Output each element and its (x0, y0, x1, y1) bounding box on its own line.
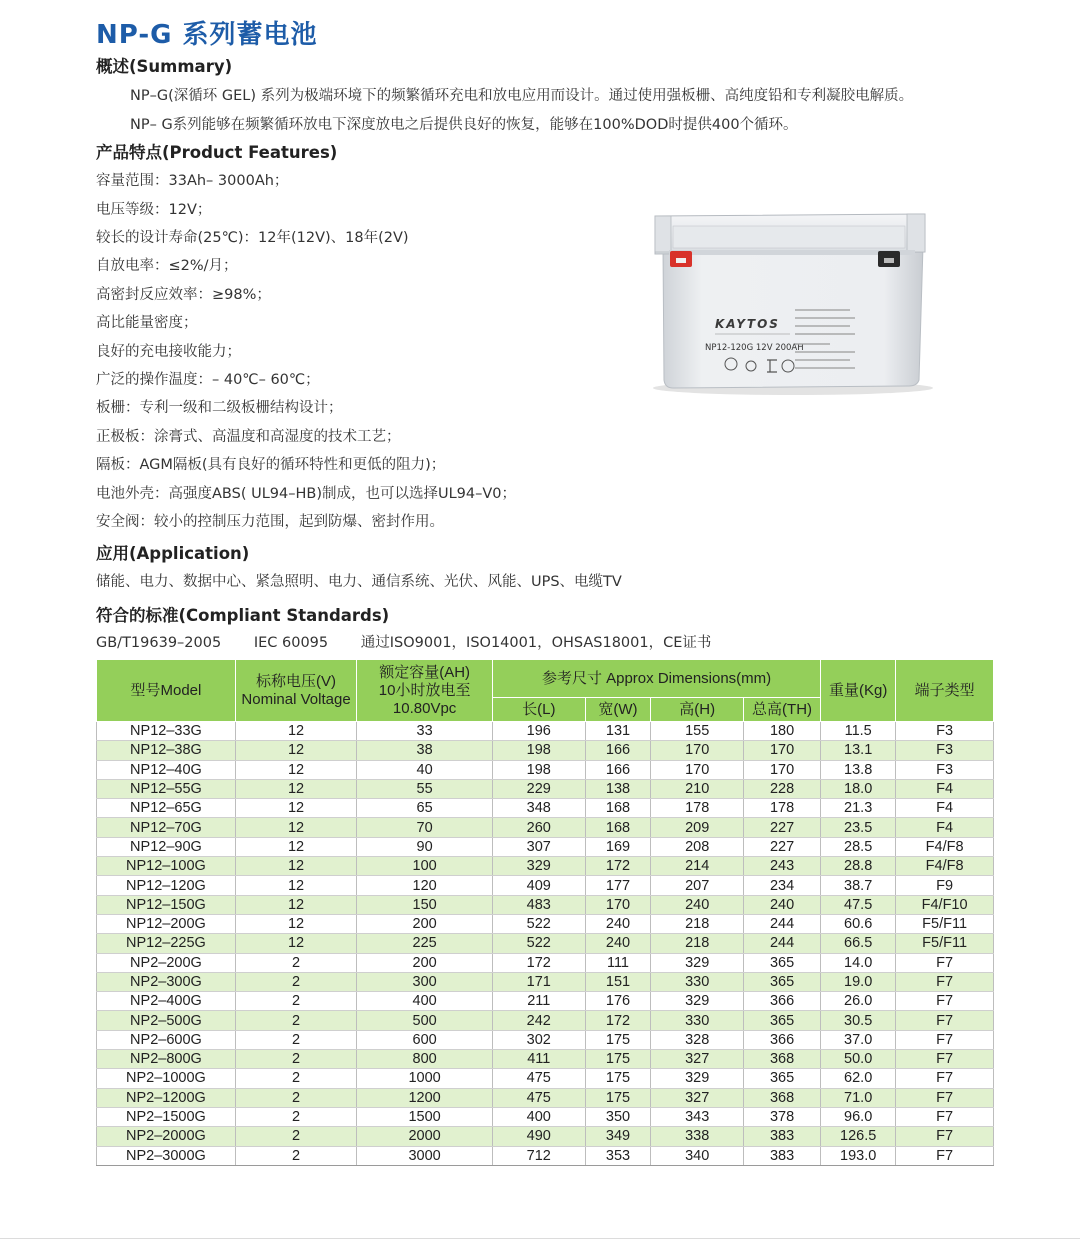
cell-height: 329 (651, 992, 744, 1011)
cell-capacity: 3000 (357, 1146, 493, 1165)
cell-total-height: 170 (743, 760, 820, 779)
feature-item: 广泛的操作温度：– 40℃– 60℃； (96, 372, 320, 388)
cell-voltage: 2 (235, 1050, 356, 1069)
cell-width: 131 (585, 722, 651, 741)
cell-voltage: 2 (235, 972, 356, 991)
cell-voltage: 12 (235, 895, 356, 914)
cell-capacity: 38 (357, 741, 493, 760)
battery-model-label: NP12-120G 12V 200AH (705, 343, 804, 353)
cell-length: 411 (493, 1050, 586, 1069)
cell-model: NP12–150G (97, 895, 236, 914)
cell-voltage: 2 (235, 1146, 356, 1165)
cell-length: 483 (493, 895, 586, 914)
cell-width: 168 (585, 799, 651, 818)
cell-height: 208 (651, 837, 744, 856)
cell-weight: 30.5 (821, 1011, 896, 1030)
table-row (97, 1030, 994, 1049)
cell-height: 178 (651, 799, 744, 818)
cell-weight: 60.6 (821, 914, 896, 933)
cell-total-height: 178 (743, 799, 820, 818)
cell-model: NP2–1200G (97, 1088, 236, 1107)
cell-voltage: 2 (235, 1030, 356, 1049)
cell-width: 175 (585, 1050, 651, 1069)
cell-height: 338 (651, 1127, 744, 1146)
cell-model: NP2–400G (97, 992, 236, 1011)
cell-total-height: 170 (743, 741, 820, 760)
feature-item: 板栅：专利一级和二级板栅结构设计； (96, 400, 343, 416)
feature-item: 容量范围：33Ah– 3000Ah； (96, 173, 289, 189)
feature-item: 电压等级：12V； (96, 202, 212, 218)
table-row (97, 722, 994, 741)
cell-capacity: 1500 (357, 1107, 493, 1126)
cell-capacity: 2000 (357, 1127, 493, 1146)
cell-total-height: 365 (743, 953, 820, 972)
cell-voltage: 12 (235, 876, 356, 895)
cell-weight: 126.5 (821, 1127, 896, 1146)
cell-length: 260 (493, 818, 586, 837)
table-row (97, 857, 994, 876)
cell-width: 151 (585, 972, 651, 991)
cell-length: 302 (493, 1030, 586, 1049)
table-row (97, 741, 994, 760)
cell-capacity: 1000 (357, 1069, 493, 1088)
cell-total-height: 366 (743, 1030, 820, 1049)
header-dimensions: 参考尺寸 Approx Dimensions(mm) (493, 660, 821, 698)
table-row (97, 953, 994, 972)
cell-height: 240 (651, 895, 744, 914)
cell-model: NP2–1000G (97, 1069, 236, 1088)
cell-width: 138 (585, 779, 651, 798)
cell-width: 349 (585, 1127, 651, 1146)
cell-width: 175 (585, 1088, 651, 1107)
cell-length: 712 (493, 1146, 586, 1165)
cell-terminal: F4 (896, 799, 994, 818)
cell-capacity: 40 (357, 760, 493, 779)
standards-heading: 符合的标准(Compliant Standards) (96, 606, 390, 625)
cell-total-height: 378 (743, 1107, 820, 1126)
cell-capacity: 800 (357, 1050, 493, 1069)
cell-terminal: F7 (896, 1030, 994, 1049)
header-height: 高(H) (651, 698, 744, 722)
cell-voltage: 12 (235, 934, 356, 953)
table-row (97, 934, 994, 953)
cell-voltage: 12 (235, 741, 356, 760)
cell-width: 169 (585, 837, 651, 856)
cell-length: 229 (493, 779, 586, 798)
cell-weight: 21.3 (821, 799, 896, 818)
cell-height: 327 (651, 1088, 744, 1107)
cell-height: 207 (651, 876, 744, 895)
spec-table (96, 659, 994, 1166)
cell-terminal: F7 (896, 1088, 994, 1107)
cell-terminal: F3 (896, 760, 994, 779)
cell-voltage: 12 (235, 837, 356, 856)
cell-length: 307 (493, 837, 586, 856)
cell-terminal: F3 (896, 741, 994, 760)
cell-model: NP12–65G (97, 799, 236, 818)
table-row (97, 1127, 994, 1146)
cell-height: 343 (651, 1107, 744, 1126)
cell-length: 490 (493, 1127, 586, 1146)
summary-line-2: NP– G系列能够在频繁循环放电下深度放电之后提供良好的恢复，能够在100%DOD时提供400个循环。 (130, 117, 798, 133)
cell-total-height: 368 (743, 1088, 820, 1107)
cell-width: 170 (585, 895, 651, 914)
cell-weight: 26.0 (821, 992, 896, 1011)
cell-terminal: F7 (896, 1050, 994, 1069)
cell-capacity: 400 (357, 992, 493, 1011)
cell-terminal: F7 (896, 1011, 994, 1030)
table-row (97, 779, 994, 798)
cell-width: 353 (585, 1146, 651, 1165)
battery-brand-label: KAYTOS (715, 317, 780, 331)
cell-total-height: 240 (743, 895, 820, 914)
cell-model: NP12–70G (97, 818, 236, 837)
table-row (97, 760, 994, 779)
cell-weight: 96.0 (821, 1107, 896, 1126)
header-voltage-en: Nominal Voltage (241, 690, 351, 708)
cell-total-height: 383 (743, 1146, 820, 1165)
cell-height: 155 (651, 722, 744, 741)
cell-voltage: 12 (235, 722, 356, 741)
cell-terminal: F7 (896, 1146, 994, 1165)
cell-weight: 38.7 (821, 876, 896, 895)
cell-model: NP12–90G (97, 837, 236, 856)
page-title: NP-G 系列蓄电池 (96, 20, 318, 50)
cell-voltage: 2 (235, 1011, 356, 1030)
cell-terminal: F9 (896, 876, 994, 895)
cell-weight: 50.0 (821, 1050, 896, 1069)
cell-length: 198 (493, 760, 586, 779)
cell-model: NP2–1500G (97, 1107, 236, 1126)
cell-total-height: 365 (743, 1069, 820, 1088)
feature-item: 安全阀：较小的控制压力范围，起到防爆、密封作用。 (96, 514, 444, 530)
cell-weight: 19.0 (821, 972, 896, 991)
cell-total-height: 180 (743, 722, 820, 741)
header-capacity-line-1: 额定容量(AH) (379, 663, 471, 681)
cell-height: 327 (651, 1050, 744, 1069)
table-row (97, 876, 994, 895)
cell-weight: 66.5 (821, 934, 896, 953)
cell-length: 522 (493, 914, 586, 933)
cell-width: 177 (585, 876, 651, 895)
cell-capacity: 150 (357, 895, 493, 914)
cell-model: NP12–120G (97, 876, 236, 895)
cell-height: 329 (651, 1069, 744, 1088)
cell-total-height: 368 (743, 1050, 820, 1069)
cell-length: 522 (493, 934, 586, 953)
standard-item: IEC 60095 (253, 635, 329, 651)
cell-total-height: 228 (743, 779, 820, 798)
cell-weight: 14.0 (821, 953, 896, 972)
cell-terminal: F4 (896, 779, 994, 798)
cell-weight: 23.5 (821, 818, 896, 837)
cell-length: 475 (493, 1069, 586, 1088)
cell-capacity: 65 (357, 799, 493, 818)
cell-voltage: 12 (235, 818, 356, 837)
table-row (97, 914, 994, 933)
cell-voltage: 12 (235, 914, 356, 933)
cell-voltage: 2 (235, 953, 356, 972)
cell-length: 348 (493, 799, 586, 818)
cell-terminal: F7 (896, 972, 994, 991)
cell-height: 218 (651, 914, 744, 933)
cell-height: 218 (651, 934, 744, 953)
cell-terminal: F4 (896, 818, 994, 837)
table-row (97, 992, 994, 1011)
cell-model: NP12–38G (97, 741, 236, 760)
table-row (97, 1146, 994, 1165)
cell-weight: 47.5 (821, 895, 896, 914)
battery-product-image (645, 208, 935, 398)
cell-height: 329 (651, 953, 744, 972)
cell-width: 350 (585, 1107, 651, 1126)
cell-weight: 37.0 (821, 1030, 896, 1049)
cell-terminal: F7 (896, 1127, 994, 1146)
cell-voltage: 2 (235, 1088, 356, 1107)
table-row (97, 972, 994, 991)
cell-voltage: 12 (235, 779, 356, 798)
table-row (97, 895, 994, 914)
cell-voltage: 2 (235, 1069, 356, 1088)
header-voltage (235, 660, 356, 722)
cell-model: NP12–40G (97, 760, 236, 779)
cell-capacity: 1200 (357, 1088, 493, 1107)
cell-length: 171 (493, 972, 586, 991)
features-heading: 产品特点(Product Features) (96, 143, 338, 162)
table-row (97, 818, 994, 837)
cell-length: 242 (493, 1011, 586, 1030)
cell-capacity: 500 (357, 1011, 493, 1030)
header-model: 型号Model (97, 660, 236, 722)
cell-voltage: 2 (235, 992, 356, 1011)
cell-total-height: 243 (743, 857, 820, 876)
cell-total-height: 244 (743, 934, 820, 953)
cell-height: 328 (651, 1030, 744, 1049)
cell-capacity: 100 (357, 857, 493, 876)
cell-total-height: 366 (743, 992, 820, 1011)
cell-length: 400 (493, 1107, 586, 1126)
cell-height: 340 (651, 1146, 744, 1165)
table-row (97, 1107, 994, 1126)
cell-weight: 28.8 (821, 857, 896, 876)
cell-width: 175 (585, 1069, 651, 1088)
cell-terminal: F4/F8 (896, 837, 994, 856)
cell-weight: 13.8 (821, 760, 896, 779)
cell-length: 172 (493, 953, 586, 972)
cell-terminal: F3 (896, 722, 994, 741)
cell-total-height: 383 (743, 1127, 820, 1146)
cell-weight: 11.5 (821, 722, 896, 741)
cell-terminal: F4/F10 (896, 895, 994, 914)
table-row (97, 1069, 994, 1088)
cell-capacity: 70 (357, 818, 493, 837)
cell-terminal: F7 (896, 1107, 994, 1126)
cell-total-height: 227 (743, 837, 820, 856)
cell-model: NP12–200G (97, 914, 236, 933)
cell-capacity: 300 (357, 972, 493, 991)
header-capacity-line-2: 10小时放电至 (378, 681, 471, 699)
standards-list (96, 631, 739, 652)
cell-height: 170 (651, 741, 744, 760)
cell-length: 409 (493, 876, 586, 895)
standard-item: GB/T19639–2005 (96, 635, 222, 651)
cell-weight: 18.0 (821, 779, 896, 798)
cell-terminal: F5/F11 (896, 914, 994, 933)
feature-item: 隔板：AGM隔板(具有良好的循环特性和更低的阻力)； (96, 457, 446, 473)
cell-height: 330 (651, 972, 744, 991)
header-capacity (357, 660, 493, 722)
cell-height: 209 (651, 818, 744, 837)
cell-capacity: 200 (357, 953, 493, 972)
header-terminal: 端子类型 (896, 660, 994, 722)
cell-height: 330 (651, 1011, 744, 1030)
header-length: 长(L) (493, 698, 586, 722)
feature-item: 电池外壳：高强度ABS( UL94–HB)制成，也可以选择UL94–V0； (96, 486, 517, 502)
cell-model: NP12–225G (97, 934, 236, 953)
cell-terminal: F5/F11 (896, 934, 994, 953)
cell-terminal: F7 (896, 953, 994, 972)
feature-item: 高比能量密度； (96, 315, 198, 331)
cell-model: NP12–33G (97, 722, 236, 741)
table-row (97, 1088, 994, 1107)
cell-capacity: 55 (357, 779, 493, 798)
bottom-divider (0, 1238, 1080, 1239)
cell-width: 166 (585, 741, 651, 760)
cell-voltage: 2 (235, 1127, 356, 1146)
header-width: 宽(W) (585, 698, 651, 722)
summary-heading: 概述(Summary) (96, 57, 233, 76)
cell-weight: 193.0 (821, 1146, 896, 1165)
table-row (97, 1050, 994, 1069)
cell-width: 168 (585, 818, 651, 837)
cell-width: 172 (585, 857, 651, 876)
cell-voltage: 12 (235, 799, 356, 818)
cell-voltage: 12 (235, 760, 356, 779)
cell-height: 210 (651, 779, 744, 798)
cell-model: NP12–55G (97, 779, 236, 798)
cell-height: 170 (651, 760, 744, 779)
header-voltage-cn: 标称电压(V) (256, 672, 337, 690)
cell-terminal: F4/F8 (896, 857, 994, 876)
cell-total-height: 365 (743, 972, 820, 991)
cell-length: 196 (493, 722, 586, 741)
header-capacity-line-3: 10.80Vpc (392, 699, 457, 717)
cell-total-height: 244 (743, 914, 820, 933)
feature-item: 高密封反应效率：≥98%； (96, 287, 271, 303)
cell-weight: 13.1 (821, 741, 896, 760)
cell-capacity: 225 (357, 934, 493, 953)
cell-weight: 28.5 (821, 837, 896, 856)
cell-model: NP2–3000G (97, 1146, 236, 1165)
cell-width: 240 (585, 934, 651, 953)
cell-width: 240 (585, 914, 651, 933)
cell-length: 198 (493, 741, 586, 760)
cell-height: 214 (651, 857, 744, 876)
cell-terminal: F7 (896, 992, 994, 1011)
cell-model: NP2–600G (97, 1030, 236, 1049)
cell-width: 172 (585, 1011, 651, 1030)
cell-width: 166 (585, 760, 651, 779)
table-row (97, 799, 994, 818)
header-total-height: 总高(TH) (743, 698, 820, 722)
cell-total-height: 365 (743, 1011, 820, 1030)
spec-table-body (97, 722, 994, 1166)
header-weight: 重量(Kg) (821, 660, 896, 722)
summary-line-1: NP–G(深循环 GEL) 系列为极端环境下的频繁循环充电和放电应用而设计。通过使用强板栅、高纯度铅和专利凝胶电解质。 (130, 88, 914, 104)
cell-model: NP12–100G (97, 857, 236, 876)
cell-width: 176 (585, 992, 651, 1011)
table-row (97, 1011, 994, 1030)
table-row (97, 837, 994, 856)
cell-model: NP2–800G (97, 1050, 236, 1069)
cell-total-height: 234 (743, 876, 820, 895)
cell-weight: 62.0 (821, 1069, 896, 1088)
feature-item: 较长的设计寿命(25℃)：12年(12V)、18年(2V) (96, 230, 409, 246)
application-text: 储能、电力、数据中心、紧急照明、电力、通信系统、光伏、风能、UPS、电缆TV (96, 574, 622, 590)
cell-capacity: 33 (357, 722, 493, 741)
cell-capacity: 90 (357, 837, 493, 856)
feature-item: 良好的充电接收能力； (96, 344, 241, 360)
cell-model: NP2–200G (97, 953, 236, 972)
cell-length: 475 (493, 1088, 586, 1107)
application-heading: 应用(Application) (96, 544, 250, 563)
cell-model: NP2–300G (97, 972, 236, 991)
cell-voltage: 2 (235, 1107, 356, 1126)
cell-model: NP2–500G (97, 1011, 236, 1030)
cell-length: 329 (493, 857, 586, 876)
cell-capacity: 120 (357, 876, 493, 895)
cell-weight: 71.0 (821, 1088, 896, 1107)
cell-width: 111 (585, 953, 651, 972)
cell-length: 211 (493, 992, 586, 1011)
cell-capacity: 600 (357, 1030, 493, 1049)
cell-capacity: 200 (357, 914, 493, 933)
cell-voltage: 12 (235, 857, 356, 876)
standard-item: 通过ISO9001，ISO14001，OHSAS18001，CE证书 (360, 635, 712, 651)
feature-item: 自放电率：≤2%/月； (96, 258, 238, 274)
feature-item: 正极板：涂膏式、高温度和高湿度的技术工艺； (96, 429, 401, 445)
cell-width: 175 (585, 1030, 651, 1049)
cell-model: NP2–2000G (97, 1127, 236, 1146)
cell-total-height: 227 (743, 818, 820, 837)
cell-terminal: F7 (896, 1069, 994, 1088)
